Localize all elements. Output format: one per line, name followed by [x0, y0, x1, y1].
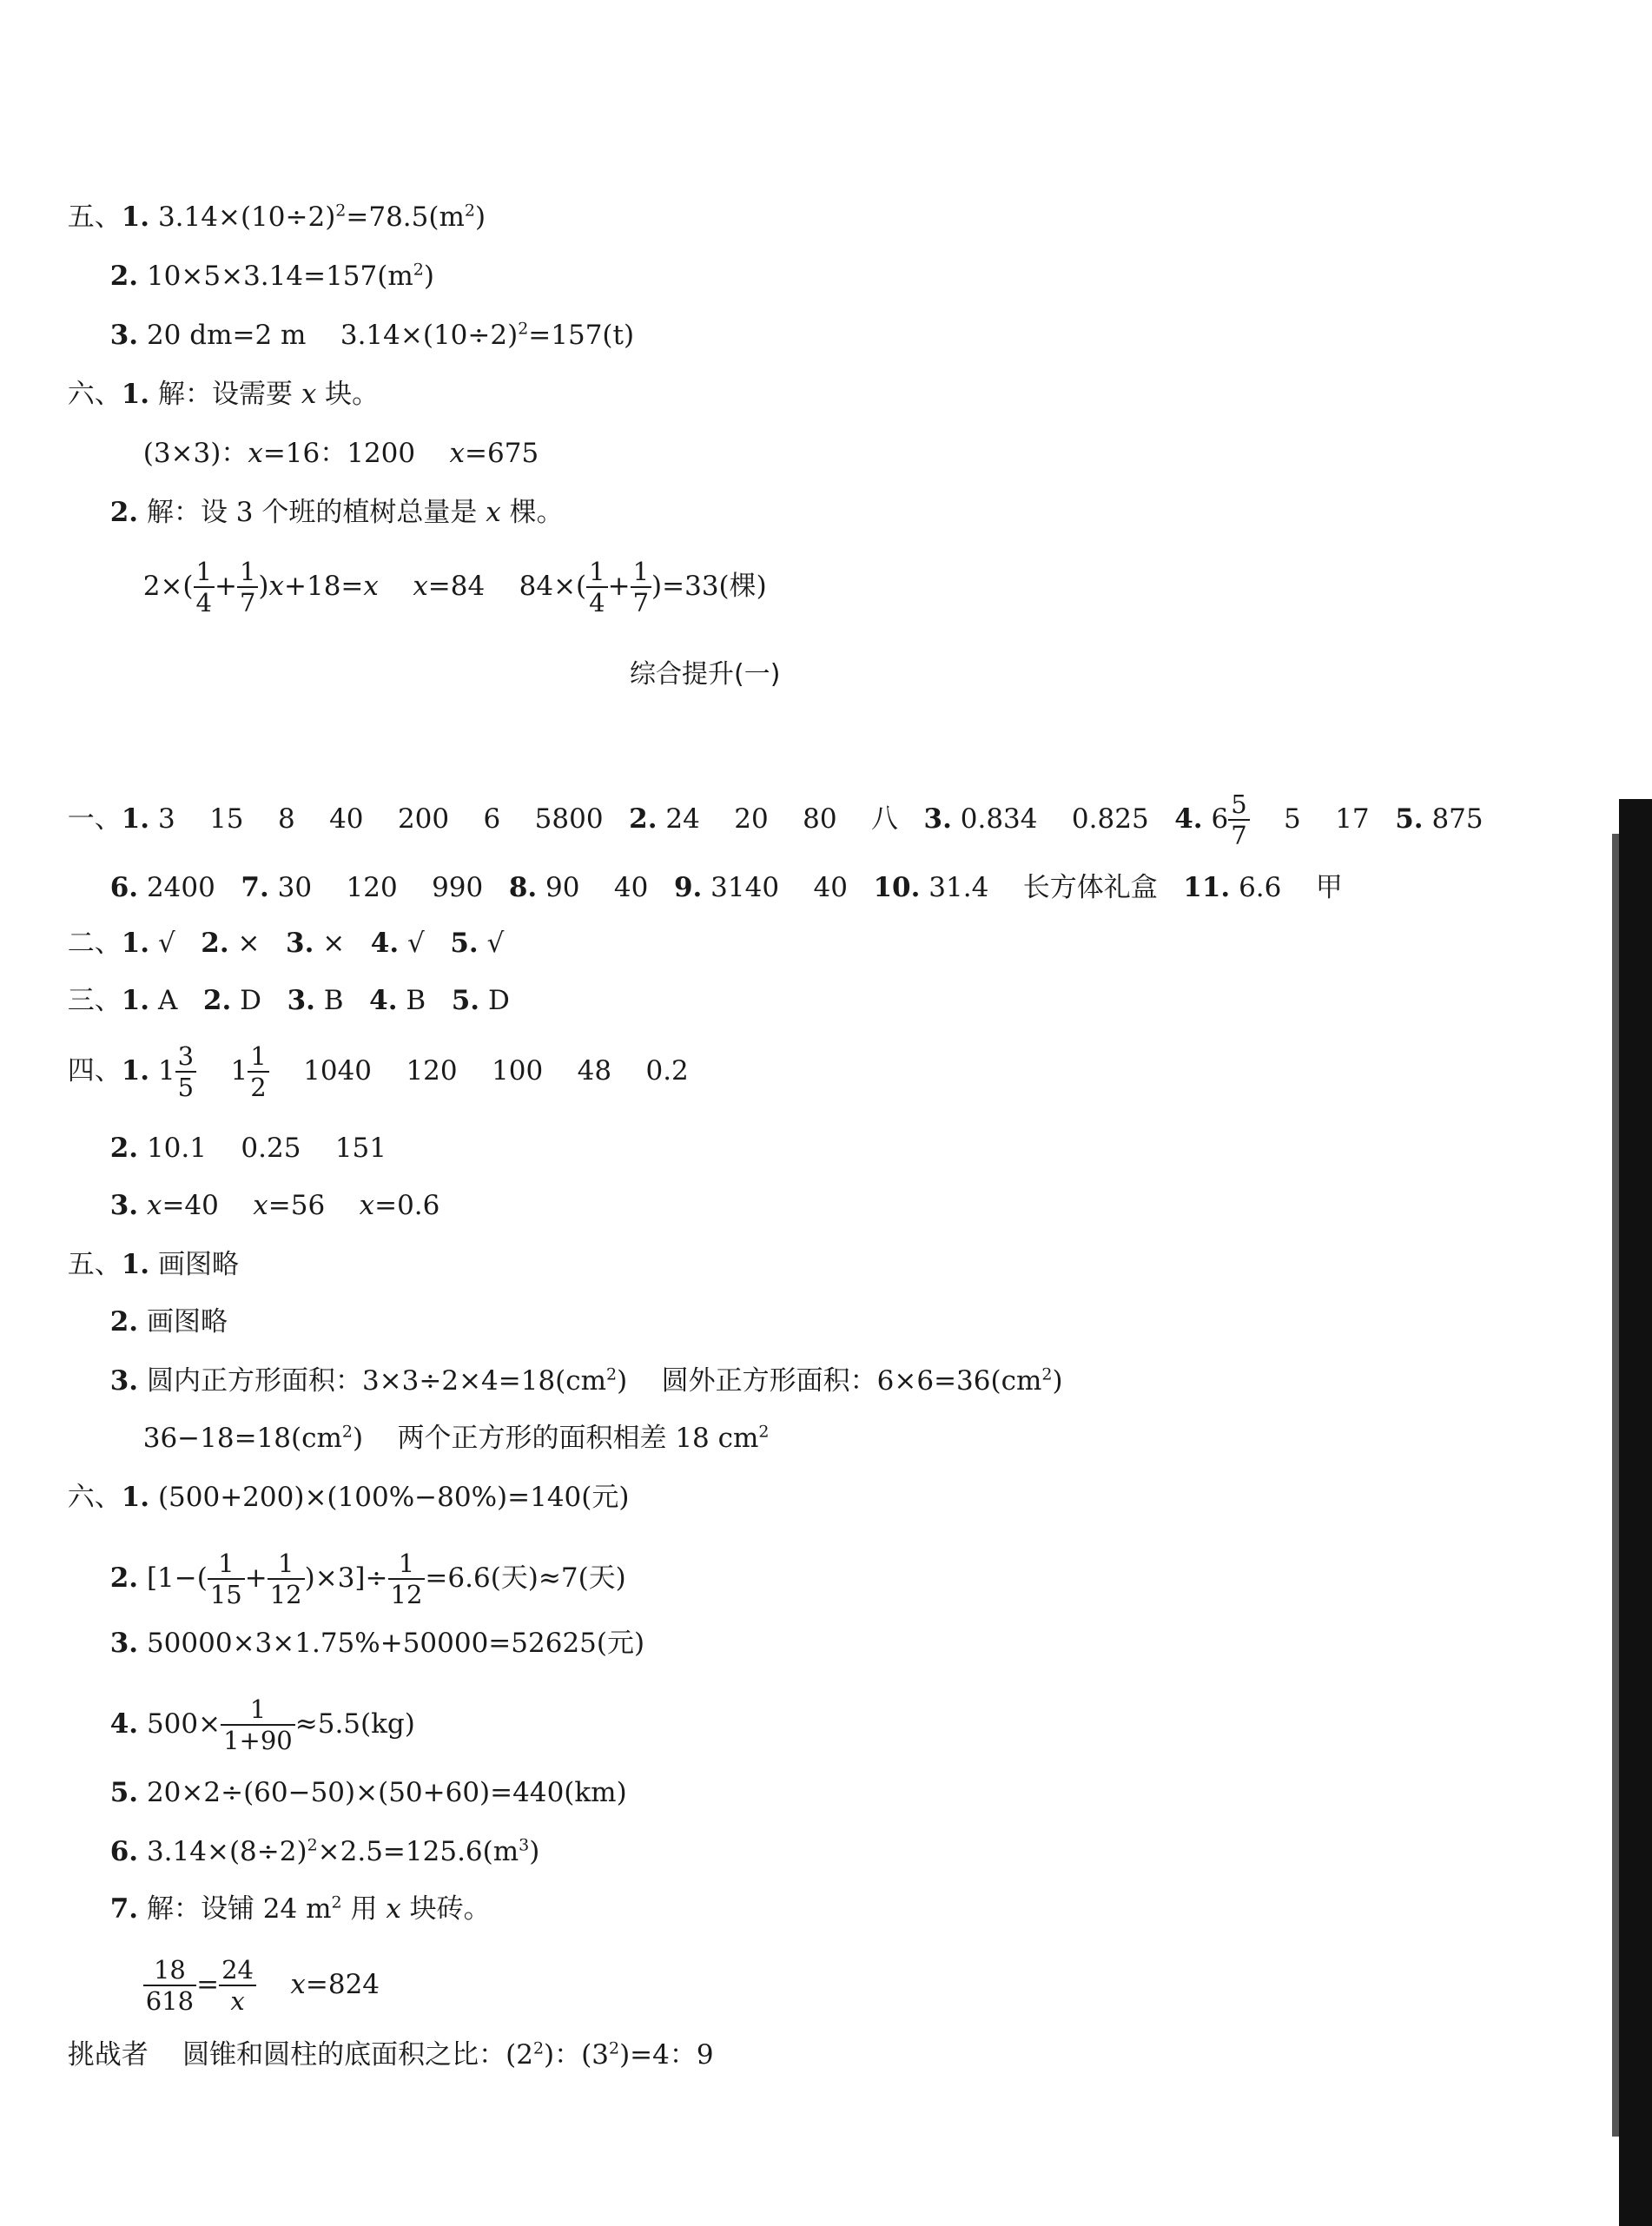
answer-text: 6: [1202, 803, 1229, 835]
question-number: 4.: [369, 985, 398, 1016]
question-number: 1.: [121, 1482, 150, 1513]
answer-text: 3.14×(10÷2): [157, 201, 336, 233]
superscript: 2: [1041, 1364, 1053, 1384]
question-number: 5.: [450, 928, 479, 959]
sec6-q1: [50, 354, 379, 408]
question-number: 2.: [109, 1562, 139, 1594]
answer-text: +: [214, 570, 237, 602]
part6-q4: [93, 1669, 415, 1754]
question-number: 1.: [121, 379, 150, 410]
answer-text: √: [399, 928, 451, 959]
superscript: 3: [519, 1835, 530, 1855]
answer-text: 10.1 0.25 151: [138, 1133, 387, 1164]
question-number: 1.: [121, 1054, 150, 1087]
question-number: 11.: [1183, 872, 1231, 903]
variable: x: [146, 1190, 162, 1221]
answer-text: 2400: [138, 872, 241, 903]
variable: x: [359, 1190, 375, 1221]
answer-text: ×2.5=125.6(m: [317, 1836, 519, 1867]
part1-line1: [50, 764, 1483, 849]
question-number: 5.: [451, 985, 480, 1016]
answer-text: 圆内正方形面积：3×3÷2×4=18(cm: [138, 1365, 607, 1397]
answer-text: ): [529, 1836, 540, 1867]
part5-q3: [93, 1341, 1063, 1395]
fraction: $\frac{1}{15}$: [208, 1550, 245, 1608]
question-number: 5.: [1395, 803, 1424, 835]
sec5-q2: [93, 236, 434, 290]
answer-text: =84 84×(: [427, 570, 587, 602]
answer-text: 31.4 长方体礼盒: [920, 872, 1184, 903]
answer-text: =6.6(天)≈7(天): [425, 1562, 626, 1594]
question-number: 1.: [121, 985, 150, 1016]
answer-text: 500×: [138, 1707, 221, 1740]
answer-text: 875: [1423, 803, 1483, 835]
answer-text: 解：设需要: [157, 379, 301, 410]
section-heading: 六、: [67, 1482, 122, 1513]
scan-edge: [1619, 799, 1652, 2226]
answer-text: 棵。: [500, 497, 564, 528]
answer-text: ): [474, 201, 486, 233]
question-number: 4.: [109, 1707, 139, 1740]
answer-text: 6.6 甲: [1230, 872, 1343, 903]
answer-text: =16：1200: [262, 438, 450, 469]
answer-text: 20 dm=2 m 3.14×(10÷2): [146, 320, 519, 351]
question-number: 1.: [121, 803, 150, 835]
answer-text: 圆锥和圆柱的底面积之比：(2: [148, 2039, 533, 2071]
sec6-q1-equation: [126, 413, 539, 467]
part4-q3: [93, 1166, 439, 1219]
fraction: $\frac{1}{7}$: [237, 558, 258, 617]
answer-text: =157(t): [528, 320, 635, 351]
answer-text: ×: [228, 928, 287, 959]
answer-text: ): [423, 261, 434, 292]
answer-text: 解：设 3 个班的植树总量是: [146, 497, 486, 528]
answer-text: (500+200)×(100%−80%)=140(元): [149, 1482, 630, 1513]
answer-text: 块砖。: [400, 1893, 491, 1925]
answer-text: 10×5×3.14=157(m: [146, 261, 413, 292]
question-number: 3.: [109, 1365, 139, 1397]
answer-text: (3×3)：: [142, 438, 248, 469]
answer-text: 0.834 0.825: [951, 803, 1175, 835]
variable: x: [253, 1190, 268, 1221]
challenge-label: 挑战者: [67, 2039, 149, 2071]
question-number: 2.: [201, 928, 229, 959]
section-heading: 四、: [67, 1054, 122, 1087]
fraction: $\frac{3}{5}$: [175, 1043, 196, 1101]
superscript: 2: [331, 1892, 342, 1912]
fraction: $\frac{5}{7}$: [1228, 791, 1249, 849]
part4-q2: [93, 1108, 387, 1162]
answer-text: 24 20 80 八: [657, 803, 924, 835]
question-number: 4.: [1174, 803, 1203, 835]
superscript: 2: [608, 2038, 620, 2058]
answer-text: D: [479, 985, 510, 1016]
superscript: 2: [532, 2038, 545, 2058]
answer-text: ) 两个正方形的面积相差 18 cm: [352, 1423, 759, 1454]
variable: x: [248, 438, 263, 469]
section-heading: 一、: [67, 803, 122, 835]
answer-text: =78.5(m: [346, 201, 465, 233]
fraction: $\frac{1}{12}$: [268, 1550, 305, 1608]
part6-q7: [93, 1869, 491, 1923]
question-number: 7.: [241, 872, 269, 903]
answer-text: =: [196, 1968, 220, 2000]
section-heading: 三、: [67, 985, 122, 1016]
answer-text: =0.6: [374, 1190, 440, 1221]
variable: x: [290, 1968, 306, 2000]
part6-q5: [93, 1753, 627, 1807]
question-number: 2.: [202, 985, 232, 1016]
answer-text: 3 15 8 40 200 6 5800: [149, 803, 630, 835]
superscript: 2: [758, 1422, 770, 1442]
section-heading: 六、: [67, 379, 122, 410]
question-number: 1.: [121, 928, 150, 959]
variable: x: [363, 570, 379, 602]
question-number: 2.: [109, 1133, 139, 1164]
answer-text: 块。: [316, 379, 380, 410]
answer-text: =675: [465, 438, 539, 469]
question-number: 8.: [508, 872, 538, 903]
challenge-line: [50, 2015, 714, 2069]
question-number: 6.: [109, 872, 139, 903]
question-number: 5.: [109, 1777, 139, 1808]
answer-text: 1: [149, 1054, 175, 1087]
answer-text: A: [149, 985, 203, 1016]
fraction: $\frac{1}{7}$: [631, 558, 651, 617]
superscript: 2: [307, 1835, 318, 1855]
question-number: 2.: [109, 261, 139, 292]
answer-text: ≈5.5(kg): [294, 1707, 415, 1740]
question-number: 2.: [629, 803, 657, 835]
part5-q3-continued: [126, 1398, 769, 1452]
part5-q2: [93, 1282, 228, 1336]
answer-text: =56: [268, 1190, 360, 1221]
part5-q1: [50, 1225, 239, 1278]
answer-text: +: [244, 1562, 268, 1594]
answer-text: 5 17: [1249, 803, 1396, 835]
answer-text: 36−18=18(cm: [142, 1423, 342, 1454]
answer-text: )×3]÷: [304, 1562, 388, 1594]
answer-text: B: [397, 985, 452, 1016]
part6-q6: [93, 1812, 539, 1866]
section-heading: 五、: [67, 1249, 122, 1280]
question-number: 10.: [873, 872, 921, 903]
part3-line: [50, 961, 510, 1014]
question-number: 3.: [109, 1190, 139, 1221]
superscript: 2: [341, 1422, 353, 1442]
answer-text: 3140 40: [702, 872, 874, 903]
superscript: 2: [335, 201, 347, 221]
superscript: 2: [413, 260, 424, 280]
variable: x: [386, 1893, 401, 1925]
question-number: 3.: [109, 320, 139, 351]
answer-text: 1: [196, 1054, 248, 1087]
answer-text: 画图略: [149, 1249, 239, 1280]
answer-text: ) 圆外正方形面积：6×6=36(cm: [617, 1365, 1042, 1397]
fraction: $\frac{18}{618}$: [143, 1957, 196, 2015]
variable: x: [449, 438, 466, 469]
question-number: 7.: [109, 1893, 139, 1925]
sec6-q2: [93, 472, 564, 526]
answer-text: )=33(棵): [651, 570, 767, 602]
answer-text: √: [478, 928, 505, 959]
superscript: 2: [606, 1364, 618, 1384]
superscript: 2: [518, 319, 529, 339]
variable: x: [486, 497, 501, 528]
answer-text: +18=: [284, 570, 364, 602]
fraction: $\frac{1}{4}$: [194, 558, 215, 617]
fraction: $\frac{1}{2}$: [248, 1043, 268, 1101]
answer-text: 2×(: [142, 570, 194, 602]
question-number: 3.: [286, 928, 314, 959]
section-heading: 五、: [67, 201, 122, 233]
answer-text: B: [314, 985, 370, 1016]
sec5-q3: [93, 295, 634, 349]
answer-text: [256, 1969, 290, 2000]
answer-text: )：(3: [544, 2039, 609, 2071]
answer-text: 20×2÷(60−50)×(50+60)=440(km): [138, 1777, 627, 1808]
answer-text: 解：设铺 24 m: [138, 1893, 332, 1925]
answer-text: [379, 571, 413, 602]
answer-text: ): [1052, 1365, 1063, 1397]
fraction: $\frac{1}{4}$: [586, 558, 607, 617]
variable: x: [268, 570, 284, 602]
answer-text: 3.14×(8÷2): [138, 1836, 307, 1867]
fraction: $\frac{1}{12}$: [388, 1550, 426, 1608]
answer-text: 画图略: [138, 1306, 228, 1338]
question-number: 1.: [121, 1249, 150, 1280]
page-title: 综合提升(一): [630, 659, 781, 690]
question-number: 2.: [109, 1306, 139, 1338]
answer-text: ×: [314, 928, 371, 959]
answer-text: 50000×3×1.75%+50000=52625(元): [138, 1628, 645, 1659]
answer-text: [1−(: [138, 1562, 208, 1594]
answer-text: 90 40: [537, 872, 674, 903]
variable: x: [301, 379, 317, 410]
question-number: 3.: [923, 803, 952, 835]
part6-q1: [50, 1457, 629, 1511]
part4-q1: [50, 1016, 689, 1101]
superscript: 2: [464, 201, 475, 221]
answer-text: ): [258, 570, 269, 602]
answer-text: =40: [162, 1190, 254, 1221]
answer-text: 用: [341, 1893, 387, 1925]
section-heading: 二、: [67, 928, 122, 959]
part6-q7-equation: [126, 1930, 380, 2015]
question-number: 6.: [109, 1836, 139, 1867]
question-number: 4.: [370, 928, 400, 959]
part1-line2: [93, 848, 1343, 902]
part2-line: [50, 903, 504, 957]
answer-text: √: [149, 928, 202, 959]
answer-text: D: [231, 985, 287, 1016]
part6-q3: [93, 1603, 644, 1657]
answer-text: =824: [305, 1968, 380, 2000]
answer-text: +: [607, 570, 631, 602]
sec6-q2-equation: [126, 532, 767, 617]
question-number: 1.: [121, 201, 150, 233]
part6-q2: [93, 1523, 626, 1608]
answer-text: 1040 120 100 48 0.2: [268, 1054, 689, 1087]
answer-text: 30 120 990: [268, 872, 509, 903]
question-number: 2.: [109, 497, 139, 528]
scan-edge-shadow: [1612, 834, 1619, 2137]
variable: x: [413, 570, 428, 602]
question-number: 3.: [287, 985, 315, 1016]
fraction: $\frac{1}{1+90}$: [221, 1696, 295, 1754]
question-number: 9.: [673, 872, 703, 903]
answer-text: )=4：9: [619, 2039, 714, 2071]
fraction: $\frac{24}{x}$: [219, 1957, 256, 2015]
question-number: 3.: [109, 1628, 139, 1659]
sec5-q1: [50, 177, 486, 231]
